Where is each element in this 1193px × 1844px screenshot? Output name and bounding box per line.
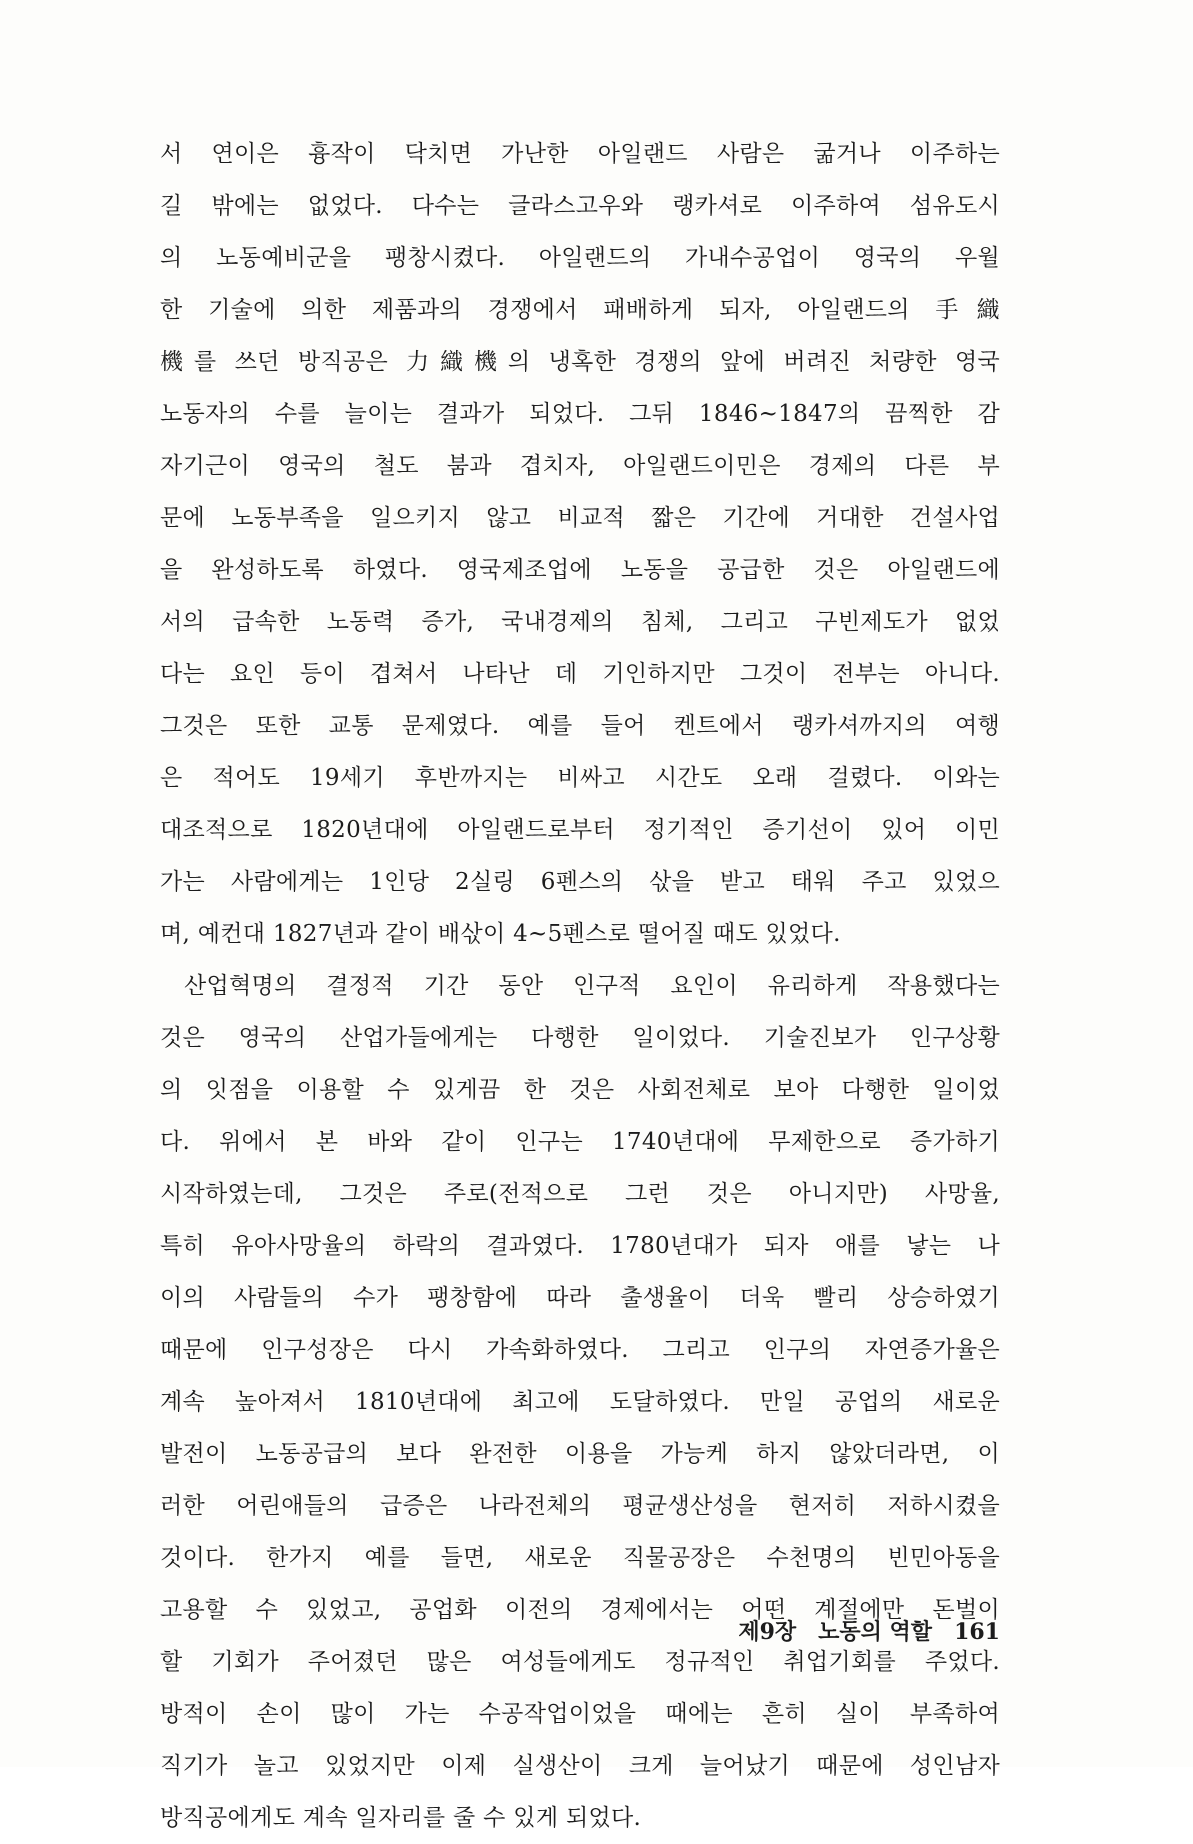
text-line: 문에 노동부족을 일으키지 않고 비교적 짧은 기간에 거대한 건설사업 [160, 505, 1000, 531]
chapter-label: 제9장 [738, 1619, 797, 1645]
text-line: 길 밖에는 없었다. 다수는 글라스고우와 랭카셔로 이주하여 섬유도시 [160, 193, 1000, 219]
text-line: 서의 급속한 노동력 증가, 국내경제의 침체, 그리고 구빈제도가 없었 [160, 609, 1000, 635]
text-line: 가는 사람에게는 1인당 2실링 6펜스의 삯을 받고 태워 주고 있었으 [160, 869, 1000, 895]
text-line: 다는 요인 등이 겹쳐서 나타난 데 기인하지만 그것이 전부는 아니다. [160, 661, 1000, 687]
text-line: 며, 예컨대 1827년과 같이 배삯이 4~5펜스로 떨어질 때도 있었다. [160, 921, 841, 947]
text-line: 직기가 놀고 있었지만 이제 실생산이 크게 늘어났기 때문에 성인남자 [160, 1753, 1000, 1779]
text-line: 노동자의 수를 늘이는 결과가 되었다. 그뒤 1846~1847의 끔찍한 감 [160, 401, 1000, 427]
text-line: 것이다. 한가지 예를 들면, 새로운 직물공장은 수천명의 빈민아동을 [160, 1545, 1000, 1571]
chapter-title: 노동의 역할 [818, 1619, 933, 1645]
text-line: 방직공에게도 계속 일자리를 줄 수 있게 되었다. [160, 1805, 642, 1831]
text-line: 특히 유아사망율의 하락의 결과였다. 1780년대가 되자 애를 낳는 나 [160, 1233, 1000, 1259]
text-line: 때문에 인구성장은 다시 가속화하였다. 그리고 인구의 자연증가율은 [160, 1337, 1000, 1363]
text-line: 시작하였는데, 그것은 주로(전적으로 그런 것은 아니지만) 사망율, [160, 1181, 1000, 1207]
text-line: 을 완성하도록 하였다. 영국제조업에 노동을 공급한 것은 아일랜드에 [160, 557, 1000, 583]
page-number: 161 [954, 1619, 1000, 1645]
text-line: 할 기회가 주어졌던 많은 여성들에게도 정규적인 취업기회를 주었다. [160, 1649, 1000, 1675]
text-line: 한 기술에 의한 제품과의 경쟁에서 패배하게 되자, 아일랜드의 手織 [160, 297, 1000, 323]
text-line: 것은 영국의 산업가들에게는 다행한 일이었다. 기술진보가 인구상황 [160, 1025, 1000, 1051]
paragraph-start-line: 산업혁명의 결정적 기간 동안 인구적 요인이 유리하게 작용했다는 [184, 973, 1000, 999]
text-line: 그것은 또한 교통 문제였다. 예를 들어 켄트에서 랭카셔까지의 여행 [160, 713, 1000, 739]
text-line: 발전이 노동공급의 보다 완전한 이용을 가능케 하지 않았더라면, 이 [160, 1441, 1000, 1467]
body-text [160, 128, 1000, 1844]
text-line: 이의 사람들의 수가 팽창함에 따라 출생율이 더욱 빨리 상승하였기 [160, 1285, 1000, 1311]
text-line: 계속 높아져서 1810년대에 최고에 도달하였다. 만일 공업의 새로운 [160, 1389, 1000, 1415]
text-line: 機를 쓰던 방직공은 力織機의 냉혹한 경쟁의 앞에 버려진 처량한 영국 [160, 349, 1000, 375]
text-line: 고용할 수 있었고, 공업화 이전의 경제에서는 어떤 계절에만 돈벌이 [160, 1597, 1000, 1623]
text-line: 서 연이은 흉작이 닥치면 가난한 아일랜드 사람은 굶거나 이주하는 [160, 141, 1000, 167]
page-footer [690, 1612, 1000, 1652]
text-line: 대조적으로 1820년대에 아일랜드로부터 정기적인 증기선이 있어 이민 [160, 817, 1000, 843]
text-line: 다. 위에서 본 바와 같이 인구는 1740년대에 무제한으로 증가하기 [160, 1129, 1000, 1155]
text-line: 방적이 손이 많이 가는 수공작업이었을 때에는 흔히 실이 부족하여 [160, 1701, 1000, 1727]
text-line: 자기근이 영국의 철도 붐과 겹치자, 아일랜드이민은 경제의 다른 부 [160, 453, 1000, 479]
text-line: 의 잇점을 이용할 수 있게끔 한 것은 사회전체로 보아 다행한 일이었 [160, 1077, 1000, 1103]
text-line: 의 노동예비군을 팽창시켰다. 아일랜드의 가내수공업이 영국의 우월 [160, 245, 1000, 271]
text-line: 러한 어린애들의 급증은 나라전체의 평균생산성을 현저히 저하시켰을 [160, 1493, 1000, 1519]
text-line: 은 적어도 19세기 후반까지는 비싸고 시간도 오래 걸렸다. 이와는 [160, 765, 1000, 791]
